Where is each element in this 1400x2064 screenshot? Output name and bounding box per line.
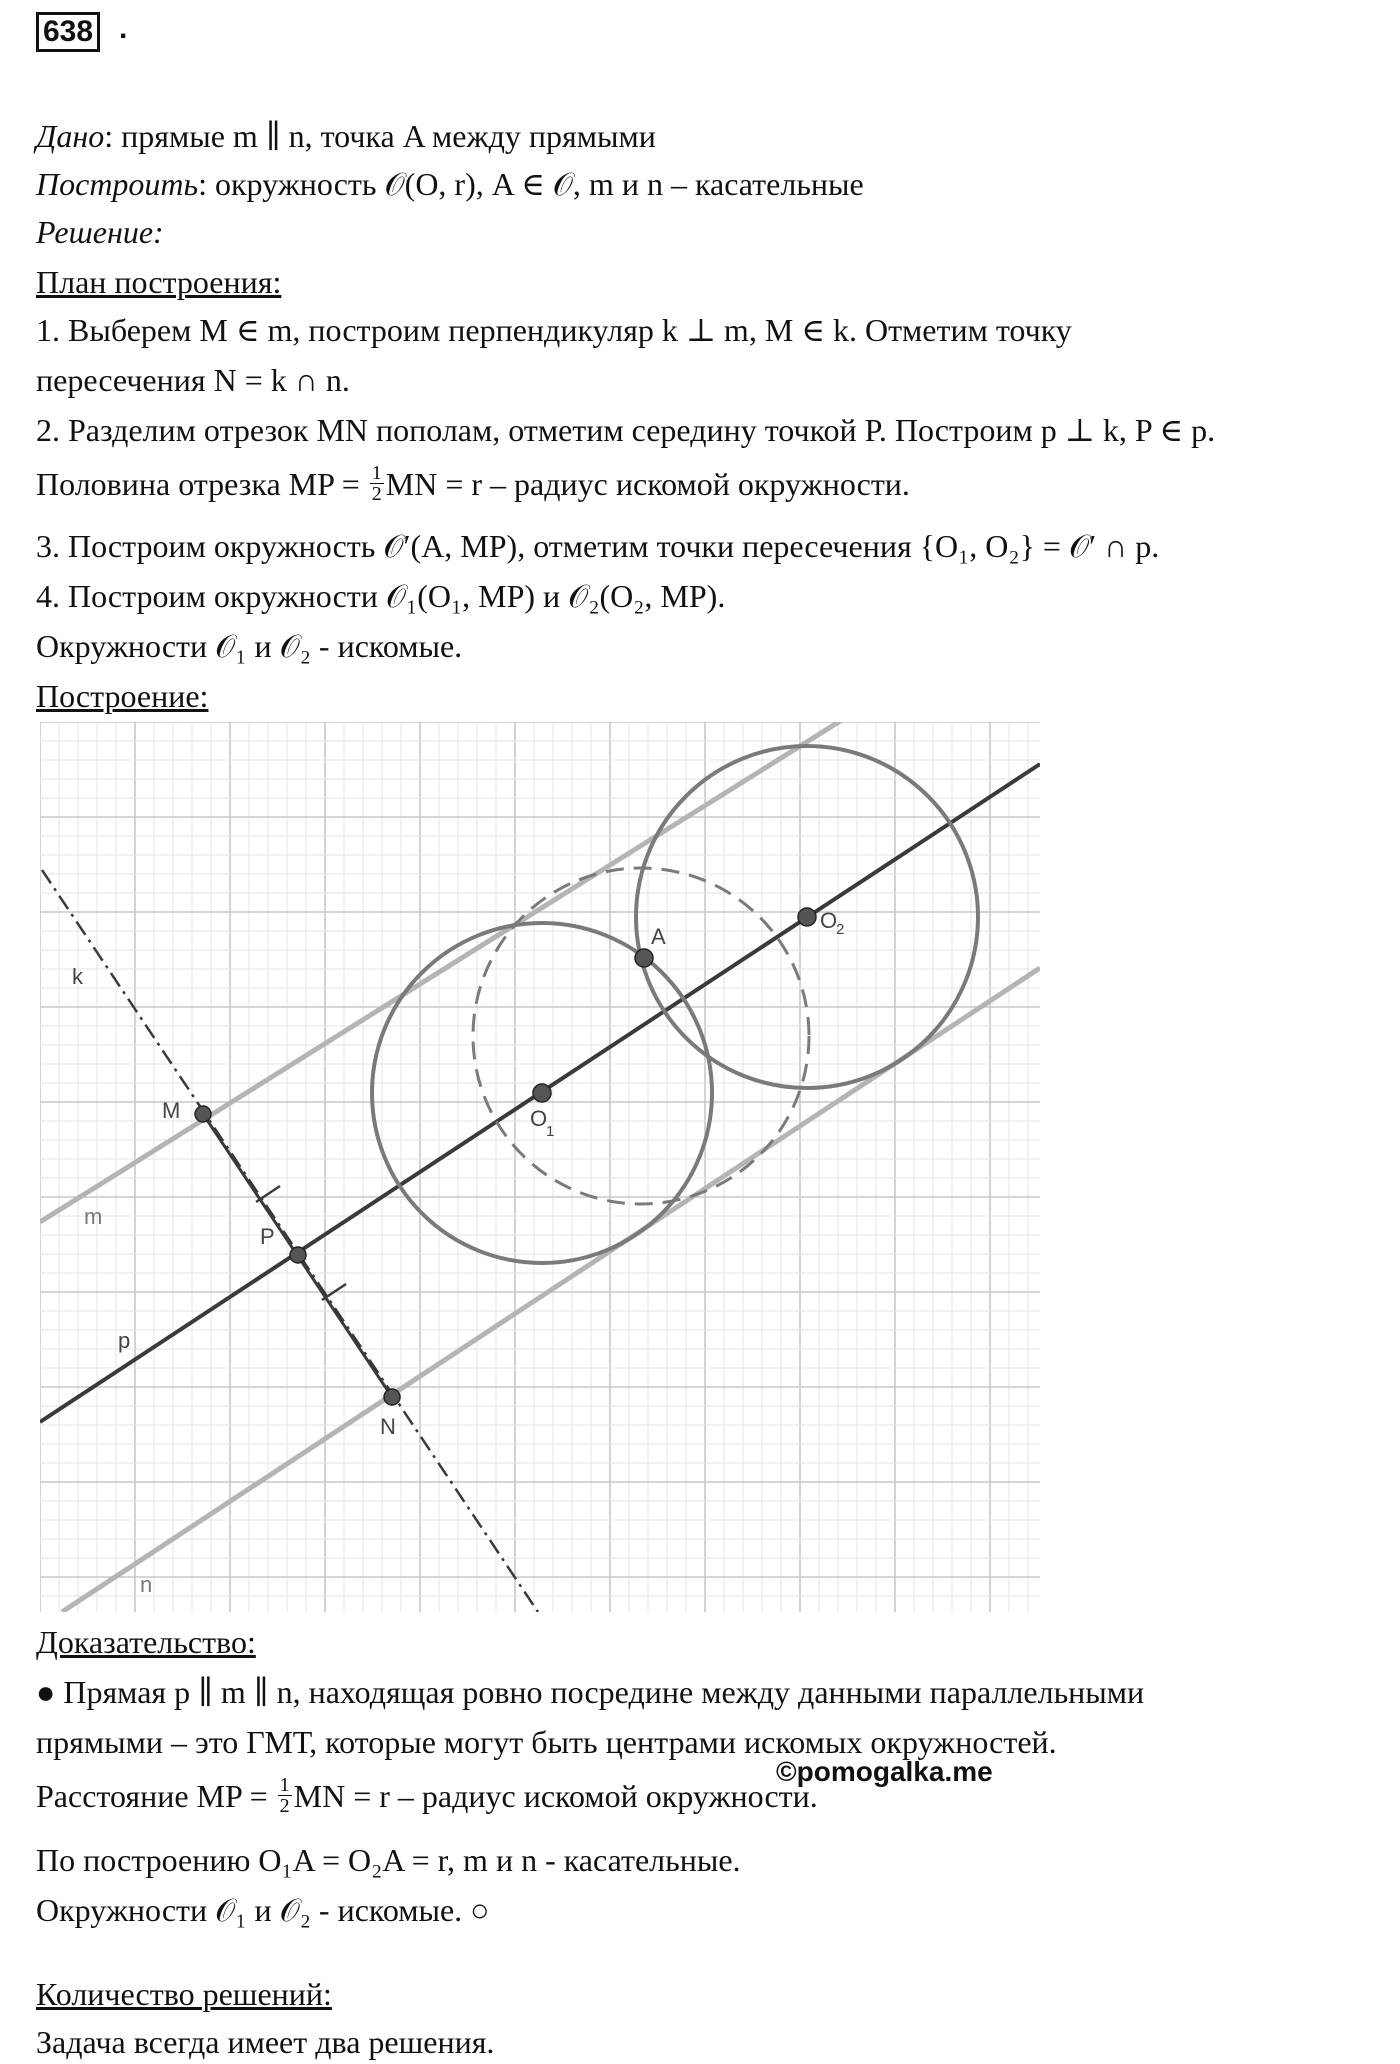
watermark: ©pomogalka.me — [776, 1756, 993, 1787]
proof-fraction-numerator: 1 — [279, 1774, 290, 1797]
point-A — [635, 949, 653, 967]
given-line — [36, 116, 656, 156]
construct-line — [36, 164, 864, 204]
construction-figure — [40, 722, 1040, 1612]
plan-step-2: 2. Разделим отрезок MN пополам, отметим середину точкой P. Построим p ⊥ k, P ∈ p. — [36, 412, 1216, 448]
proof-half-fraction — [278, 1775, 292, 1816]
proof-line-4: По построению O₁A = O₂A = r, m и n - касательные. — [36, 1842, 741, 1878]
label-O2-sub: 2 — [836, 921, 845, 938]
plan-step-4: 4. Построим окружности 𝒪₁(O₁, MP) и 𝒪₂(O₂, MP). — [36, 578, 726, 614]
label-O1: O — [530, 1106, 548, 1131]
proof-line-3-post: MN = r – радиус искомой окружности. — [293, 1778, 818, 1814]
step2-post: MN = r – радиус искомой окружности. — [385, 466, 910, 502]
label-O1-sub: 1 — [546, 1123, 555, 1140]
label-M: M — [162, 1098, 181, 1123]
proof-line-3-pre: Расстояние MP = — [36, 1778, 276, 1814]
solution-label: Решение: — [36, 214, 164, 250]
plan-result: Окружности 𝒪₁ и 𝒪₂ - искомые. — [36, 628, 463, 664]
proof-line-2: прямыми – это ГМТ, которые могут быть центрами искомых окружностей. — [36, 1724, 1057, 1760]
fraction-denominator: 2 — [371, 483, 382, 506]
point-O1 — [533, 1084, 551, 1102]
step2-pre: Половина отрезка MP = — [36, 466, 368, 502]
problem-number-dot: . — [119, 12, 128, 45]
label-k: k — [72, 964, 83, 989]
count-heading: Количество решений: — [36, 1976, 332, 2012]
plan-step-1: 1. Выберем M ∈ m, построим перпендикуляр k ⊥ m, M ∈ k. Отметим точку — [36, 312, 1072, 348]
count-text: Задача всегда имеет два решения. — [36, 2024, 495, 2060]
point-P — [290, 1247, 306, 1263]
given-label: Дано — [36, 118, 105, 154]
proof-line-5: Окружности 𝒪₁ и 𝒪₂ - искомые. ○ — [36, 1892, 490, 1928]
label-P: P — [260, 1224, 275, 1249]
proof-fraction-denominator: 2 — [279, 1795, 290, 1818]
label-O2: O — [820, 908, 838, 933]
construct-text: : окружность 𝒪(O, r), A ∈ 𝒪, m и n – касательные — [198, 166, 864, 202]
proof-heading: Доказательство: — [36, 1624, 256, 1660]
plan-heading: План построения: — [36, 264, 282, 300]
construction-heading: Построение: — [36, 678, 209, 714]
problem-number: 638 — [36, 12, 100, 52]
fraction-numerator: 1 — [371, 462, 382, 485]
plan-step-3: 3. Построим окружность 𝒪′(A, MP), отметим точки пересечения {O₁, O₂} = 𝒪′ ∩ p. — [36, 528, 1160, 564]
construct-label: Построить — [36, 166, 199, 202]
proof-line-3 — [36, 1776, 818, 1820]
half-fraction — [370, 463, 384, 504]
plan-step-2-cont — [36, 464, 910, 508]
plan-step-1-cont: пересечения N = k ∩ n. — [36, 362, 350, 398]
point-O2 — [798, 908, 816, 926]
label-n: n — [140, 1572, 153, 1597]
label-p: p — [118, 1328, 131, 1353]
grid — [40, 722, 1040, 1612]
given-text: : прямые m ∥ n, точка A между прямыми — [104, 118, 656, 154]
proof-line-1: ● Прямая p ∥ m ∥ n, находящая ровно посредине между данными параллельными — [36, 1674, 1145, 1710]
point-N — [384, 1389, 400, 1405]
label-N: N — [380, 1414, 396, 1439]
point-M — [195, 1106, 211, 1122]
label-m: m — [84, 1204, 103, 1229]
label-A: A — [651, 924, 666, 949]
